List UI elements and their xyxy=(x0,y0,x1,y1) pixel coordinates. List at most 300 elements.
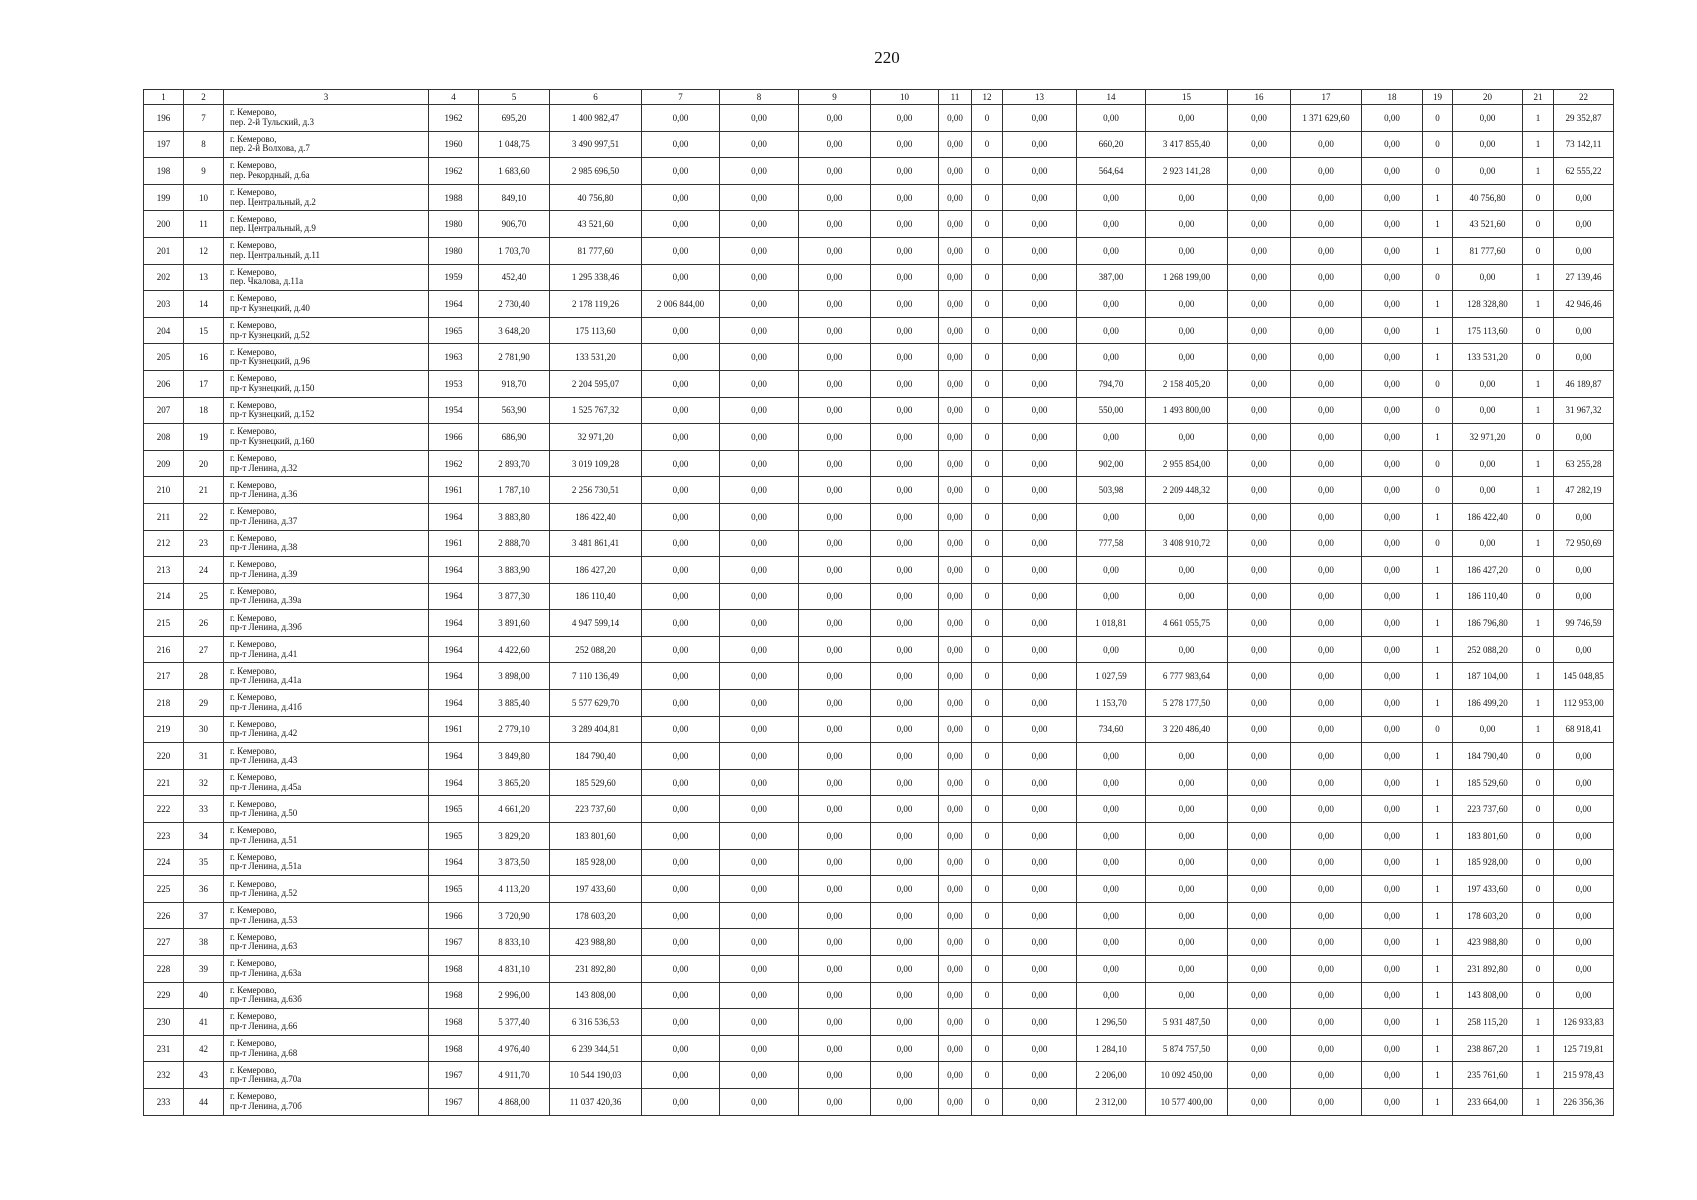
table-cell: 0,00 xyxy=(1291,823,1362,850)
table-cell: 220 xyxy=(144,743,184,770)
table-cell: 918,70 xyxy=(479,370,550,397)
table-cell: 184 790,40 xyxy=(550,743,642,770)
table-row xyxy=(144,902,1614,929)
table-cell: 0,00 xyxy=(1228,902,1291,929)
table-cell: 38 xyxy=(184,929,224,956)
table-row xyxy=(144,849,1614,876)
table-cell: 0,00 xyxy=(871,477,939,504)
table-cell: 1961 xyxy=(429,530,479,557)
table-cell: 686,90 xyxy=(479,424,550,451)
table-cell: 0,00 xyxy=(1077,211,1146,238)
table-cell: 15 xyxy=(184,317,224,344)
table-cell: 0,00 xyxy=(871,424,939,451)
table-cell: 47 282,19 xyxy=(1554,477,1614,504)
table-cell: 4 422,60 xyxy=(479,636,550,663)
table-cell: 1 xyxy=(1423,1088,1453,1115)
table-cell: 0,00 xyxy=(939,317,972,344)
table-cell: 0,00 xyxy=(799,796,871,823)
table-cell: 0,00 xyxy=(720,424,799,451)
table-cell: 423 988,80 xyxy=(1453,929,1523,956)
column-header-9: 9 xyxy=(799,90,871,105)
table-cell: 112 953,00 xyxy=(1554,690,1614,717)
table-cell: 0,00 xyxy=(1362,876,1423,903)
table-cell: 0,00 xyxy=(1228,849,1291,876)
table-cell: 43 521,60 xyxy=(1453,211,1523,238)
column-header-12: 12 xyxy=(972,90,1003,105)
table-cell: 5 377,40 xyxy=(479,1009,550,1036)
table-cell: 0,00 xyxy=(799,929,871,956)
table-cell: 34 xyxy=(184,823,224,850)
table-cell: 0,00 xyxy=(1146,583,1228,610)
table-cell: 1964 xyxy=(429,743,479,770)
address-cell: г. Кемерово, пер. Центральный, д.11 xyxy=(224,237,429,264)
table-cell: 0,00 xyxy=(1146,105,1228,132)
table-cell: 0,00 xyxy=(1146,291,1228,318)
table-cell: 0,00 xyxy=(1228,796,1291,823)
table-cell: 1 xyxy=(1423,876,1453,903)
table-cell: 125 719,81 xyxy=(1554,1035,1614,1062)
table-cell: 0,00 xyxy=(1228,264,1291,291)
table-cell: 0 xyxy=(972,876,1003,903)
column-header-3: 3 xyxy=(224,90,429,105)
table-cell: 0 xyxy=(1523,956,1554,983)
table-cell: 0,00 xyxy=(1077,876,1146,903)
table-cell: 1965 xyxy=(429,876,479,903)
table-cell: 0,00 xyxy=(1003,317,1077,344)
table-cell: 0,00 xyxy=(720,929,799,956)
table-cell: 0,00 xyxy=(1453,158,1523,185)
table-cell: 0,00 xyxy=(1554,237,1614,264)
table-row xyxy=(144,158,1614,185)
table-cell: 35 xyxy=(184,849,224,876)
table-cell: 252 088,20 xyxy=(1453,636,1523,663)
table-cell: 4 113,20 xyxy=(479,876,550,903)
table-cell: 0,00 xyxy=(939,716,972,743)
column-header-1: 1 xyxy=(144,90,184,105)
table-cell: 0,00 xyxy=(939,636,972,663)
table-cell: 0,00 xyxy=(720,530,799,557)
table-cell: 0,00 xyxy=(1077,291,1146,318)
table-cell: 0,00 xyxy=(1291,663,1362,690)
column-header-7: 7 xyxy=(642,90,720,105)
table-cell: 0 xyxy=(1523,344,1554,371)
table-cell: 0,00 xyxy=(1291,716,1362,743)
address-cell: г. Кемерово, пр-т Ленина, д.63 xyxy=(224,929,429,956)
table-cell: 0,00 xyxy=(1077,344,1146,371)
table-cell: 1 xyxy=(1423,796,1453,823)
table-cell: 0,00 xyxy=(1362,663,1423,690)
table-cell: 0,00 xyxy=(1228,184,1291,211)
table-cell: 0,00 xyxy=(642,158,720,185)
address-cell: г. Кемерово, пр-т Ленина, д.37 xyxy=(224,503,429,530)
table-cell: 1 xyxy=(1523,690,1554,717)
table-cell: 0,00 xyxy=(871,131,939,158)
table-cell: 0 xyxy=(1423,477,1453,504)
table-cell: 0,00 xyxy=(1003,530,1077,557)
table-cell: 0,00 xyxy=(1003,823,1077,850)
table-cell: 0,00 xyxy=(1003,929,1077,956)
table-cell: 216 xyxy=(144,636,184,663)
table-cell: 0,00 xyxy=(642,237,720,264)
table-row xyxy=(144,876,1614,903)
table-cell: 0,00 xyxy=(871,956,939,983)
table-row xyxy=(144,1009,1614,1036)
table-cell: 185 529,60 xyxy=(1453,769,1523,796)
table-cell: 1962 xyxy=(429,450,479,477)
table-cell: 10 092 450,00 xyxy=(1146,1062,1228,1089)
table-cell: 0,00 xyxy=(1077,503,1146,530)
table-cell: 0,00 xyxy=(1146,743,1228,770)
table-cell: 0,00 xyxy=(1228,663,1291,690)
table-cell: 3 898,00 xyxy=(479,663,550,690)
table-cell: 0,00 xyxy=(1291,636,1362,663)
table-cell: 133 531,20 xyxy=(550,344,642,371)
table-cell: 3 289 404,81 xyxy=(550,716,642,743)
table-cell: 0,00 xyxy=(1362,184,1423,211)
table-cell: 4 911,70 xyxy=(479,1062,550,1089)
table-cell: 0,00 xyxy=(799,583,871,610)
table-cell: 0,00 xyxy=(1362,237,1423,264)
table-cell: 0,00 xyxy=(1146,929,1228,956)
table-cell: 32 xyxy=(184,769,224,796)
table-cell: 223 xyxy=(144,823,184,850)
table-cell: 1964 xyxy=(429,610,479,637)
table-row xyxy=(144,450,1614,477)
table-cell: 3 885,40 xyxy=(479,690,550,717)
table-cell: 7 110 136,49 xyxy=(550,663,642,690)
table-cell: 0,00 xyxy=(1291,344,1362,371)
table-cell: 3 891,60 xyxy=(479,610,550,637)
table-cell: 0,00 xyxy=(939,796,972,823)
table-row xyxy=(144,317,1614,344)
table-cell: 0 xyxy=(972,370,1003,397)
table-cell: 1964 xyxy=(429,690,479,717)
table-cell: 0,00 xyxy=(939,743,972,770)
table-cell: 0,00 xyxy=(799,477,871,504)
table-cell: 128 328,80 xyxy=(1453,291,1523,318)
table-cell: 1980 xyxy=(429,211,479,238)
table-cell: 16 xyxy=(184,344,224,371)
table-cell: 0,00 xyxy=(1146,956,1228,983)
table-cell: 0 xyxy=(972,849,1003,876)
table-cell: 0,00 xyxy=(799,716,871,743)
table-cell: 0,00 xyxy=(642,450,720,477)
table-cell: 0,00 xyxy=(1453,105,1523,132)
table-cell: 226 356,36 xyxy=(1554,1088,1614,1115)
table-row xyxy=(144,237,1614,264)
table-cell: 186 427,20 xyxy=(1453,557,1523,584)
table-cell: 198 xyxy=(144,158,184,185)
table-cell: 0,00 xyxy=(871,929,939,956)
table-cell: 3 648,20 xyxy=(479,317,550,344)
table-cell: 0,00 xyxy=(1453,716,1523,743)
table-cell: 0,00 xyxy=(1291,424,1362,451)
table-cell: 0,00 xyxy=(939,956,972,983)
table-cell: 14 xyxy=(184,291,224,318)
table-cell: 17 xyxy=(184,370,224,397)
table-cell: 0,00 xyxy=(1291,982,1362,1009)
table-cell: 0,00 xyxy=(1362,317,1423,344)
table-cell: 2 178 119,26 xyxy=(550,291,642,318)
table-cell: 4 868,00 xyxy=(479,1088,550,1115)
table-cell: 1 018,81 xyxy=(1077,610,1146,637)
table-cell: 0,00 xyxy=(1554,956,1614,983)
table-cell: 1 400 982,47 xyxy=(550,105,642,132)
table-cell: 777,58 xyxy=(1077,530,1146,557)
table-cell: 0 xyxy=(972,690,1003,717)
table-cell: 1 xyxy=(1423,636,1453,663)
table-cell: 0,00 xyxy=(1228,530,1291,557)
table-cell: 0,00 xyxy=(720,982,799,1009)
table-cell: 1962 xyxy=(429,158,479,185)
table-cell: 423 988,80 xyxy=(550,929,642,956)
table-cell: 215 xyxy=(144,610,184,637)
table-cell: 0,00 xyxy=(642,131,720,158)
table-cell: 27 139,46 xyxy=(1554,264,1614,291)
table-cell: 0 xyxy=(972,929,1003,956)
table-cell: 213 xyxy=(144,557,184,584)
address-cell: г. Кемерово, пр-т Ленина, д.43 xyxy=(224,743,429,770)
address-cell: г. Кемерово, пр-т Ленина, д.51а xyxy=(224,849,429,876)
table-cell: 0,00 xyxy=(1228,477,1291,504)
table-cell: 0,00 xyxy=(1291,956,1362,983)
table-cell: 26 xyxy=(184,610,224,637)
table-cell: 734,60 xyxy=(1077,716,1146,743)
table-cell: 0 xyxy=(1423,105,1453,132)
table-cell: 0,00 xyxy=(720,876,799,903)
table-cell: 0,00 xyxy=(1362,583,1423,610)
table-cell: 0,00 xyxy=(1362,716,1423,743)
table-cell: 1 xyxy=(1423,929,1453,956)
table-cell: 1 xyxy=(1523,450,1554,477)
table-cell: 1 493 800,00 xyxy=(1146,397,1228,424)
table-cell: 19 xyxy=(184,424,224,451)
table-cell: 1964 xyxy=(429,849,479,876)
table-cell: 563,90 xyxy=(479,397,550,424)
table-cell: 0,00 xyxy=(720,690,799,717)
table-cell: 0,00 xyxy=(1228,769,1291,796)
table-cell: 0,00 xyxy=(720,716,799,743)
table-cell: 0,00 xyxy=(1554,982,1614,1009)
table-cell: 0,00 xyxy=(1554,211,1614,238)
table-cell: 0,00 xyxy=(720,131,799,158)
table-cell: 0,00 xyxy=(1228,1035,1291,1062)
table-cell: 0,00 xyxy=(939,663,972,690)
table-cell: 43 xyxy=(184,1062,224,1089)
table-cell: 0,00 xyxy=(939,424,972,451)
table-cell: 1 xyxy=(1523,663,1554,690)
table-cell: 0,00 xyxy=(1003,982,1077,1009)
table-cell: 0,00 xyxy=(1003,610,1077,637)
table-cell: 0,00 xyxy=(799,823,871,850)
table-cell: 0,00 xyxy=(720,1062,799,1089)
table-cell: 0,00 xyxy=(871,105,939,132)
table-cell: 0,00 xyxy=(871,663,939,690)
table-cell: 222 xyxy=(144,796,184,823)
table-cell: 0,00 xyxy=(871,264,939,291)
table-cell: 9 xyxy=(184,158,224,185)
table-cell: 0,00 xyxy=(939,1088,972,1115)
table-cell: 6 316 536,53 xyxy=(550,1009,642,1036)
table-cell: 225 xyxy=(144,876,184,903)
table-cell: 1 xyxy=(1523,1035,1554,1062)
table-cell: 0,00 xyxy=(1362,636,1423,663)
table-cell: 660,20 xyxy=(1077,131,1146,158)
table-cell: 0,00 xyxy=(871,716,939,743)
table-cell: 695,20 xyxy=(479,105,550,132)
table-cell: 0,00 xyxy=(642,663,720,690)
table-cell: 1963 xyxy=(429,344,479,371)
table-cell: 0,00 xyxy=(799,424,871,451)
table-cell: 0,00 xyxy=(1362,450,1423,477)
table-cell: 2 779,10 xyxy=(479,716,550,743)
column-header-13: 13 xyxy=(1003,90,1077,105)
table-cell: 0 xyxy=(1523,184,1554,211)
table-cell: 3 877,30 xyxy=(479,583,550,610)
table-cell: 0,00 xyxy=(871,344,939,371)
table-row xyxy=(144,397,1614,424)
table-cell: 0 xyxy=(972,1088,1003,1115)
address-cell: г. Кемерово, пр-т Ленина, д.39б xyxy=(224,610,429,637)
table-cell: 0,00 xyxy=(939,823,972,850)
table-cell: 3 865,20 xyxy=(479,769,550,796)
table-cell: 0,00 xyxy=(720,1009,799,1036)
table-cell: 1967 xyxy=(429,1062,479,1089)
table-row xyxy=(144,610,1614,637)
table-cell: 0,00 xyxy=(1077,583,1146,610)
table-cell: 0,00 xyxy=(1228,105,1291,132)
table-cell: 0,00 xyxy=(1077,317,1146,344)
table-cell: 0,00 xyxy=(1146,184,1228,211)
table-cell: 12 xyxy=(184,237,224,264)
table-cell: 2 006 844,00 xyxy=(642,291,720,318)
table-cell: 2 923 141,28 xyxy=(1146,158,1228,185)
address-cell: г. Кемерово, пр-т Ленина, д.50 xyxy=(224,796,429,823)
address-cell: г. Кемерово, пер. Рекордный, д.6а xyxy=(224,158,429,185)
table-cell: 0,00 xyxy=(1003,105,1077,132)
table-cell: 0,00 xyxy=(642,743,720,770)
table-cell: 0,00 xyxy=(1077,557,1146,584)
table-cell: 1967 xyxy=(429,1088,479,1115)
table-cell: 0 xyxy=(972,184,1003,211)
table-cell: 0,00 xyxy=(1362,131,1423,158)
table-cell: 0,00 xyxy=(871,982,939,1009)
table-cell: 0,00 xyxy=(1146,344,1228,371)
table-cell: 0,00 xyxy=(642,530,720,557)
table-cell: 0,00 xyxy=(1003,158,1077,185)
table-row xyxy=(144,690,1614,717)
table-cell: 0,00 xyxy=(1077,636,1146,663)
table-cell: 0 xyxy=(1423,370,1453,397)
table-cell: 1988 xyxy=(429,184,479,211)
table-cell: 126 933,83 xyxy=(1554,1009,1614,1036)
table-cell: 40 756,80 xyxy=(1453,184,1523,211)
table-cell: 33 xyxy=(184,796,224,823)
address-cell: г. Кемерово, пр-т Кузнецкий, д.52 xyxy=(224,317,429,344)
table-cell: 0,00 xyxy=(1228,158,1291,185)
table-cell: 1 xyxy=(1423,743,1453,770)
table-cell: 1 xyxy=(1423,610,1453,637)
table-cell: 3 720,90 xyxy=(479,902,550,929)
table-cell: 0,00 xyxy=(1554,796,1614,823)
table-cell: 0,00 xyxy=(1228,503,1291,530)
table-cell: 3 490 997,51 xyxy=(550,131,642,158)
table-cell: 0 xyxy=(972,317,1003,344)
table-cell: 0,00 xyxy=(720,849,799,876)
table-cell: 1 268 199,00 xyxy=(1146,264,1228,291)
table-cell: 0,00 xyxy=(1291,1009,1362,1036)
table-cell: 0,00 xyxy=(799,397,871,424)
table-cell: 0,00 xyxy=(642,1088,720,1115)
table-cell: 1968 xyxy=(429,1009,479,1036)
table-cell: 1 296,50 xyxy=(1077,1009,1146,1036)
table-cell: 3 829,20 xyxy=(479,823,550,850)
table-cell: 0,00 xyxy=(720,663,799,690)
table-cell: 0,00 xyxy=(1003,131,1077,158)
table-cell: 0,00 xyxy=(642,636,720,663)
table-cell: 206 xyxy=(144,370,184,397)
table-cell: 0,00 xyxy=(939,610,972,637)
table-cell: 0 xyxy=(1523,503,1554,530)
table-cell: 0,00 xyxy=(799,690,871,717)
table-cell: 0,00 xyxy=(1228,716,1291,743)
table-cell: 0 xyxy=(972,131,1003,158)
table-cell: 233 664,00 xyxy=(1453,1088,1523,1115)
table-cell: 3 873,50 xyxy=(479,849,550,876)
table-cell: 0,00 xyxy=(939,1062,972,1089)
table-cell: 0,00 xyxy=(1228,557,1291,584)
table-cell: 0,00 xyxy=(1077,956,1146,983)
address-cell: г. Кемерово, пр-т Ленина, д.41а xyxy=(224,663,429,690)
table-cell: 1 xyxy=(1523,1062,1554,1089)
table-cell: 185 928,00 xyxy=(550,849,642,876)
table-cell: 197 xyxy=(144,131,184,158)
table-cell: 0,00 xyxy=(1453,477,1523,504)
table-cell: 0,00 xyxy=(1003,743,1077,770)
table-cell: 0,00 xyxy=(939,1035,972,1062)
table-cell: 0,00 xyxy=(871,610,939,637)
table-cell: 1 xyxy=(1423,503,1453,530)
table-cell: 1968 xyxy=(429,982,479,1009)
table-cell: 1 xyxy=(1423,557,1453,584)
table-cell: 2 209 448,32 xyxy=(1146,477,1228,504)
address-cell: г. Кемерово, пер. Чкалова, д.11а xyxy=(224,264,429,291)
address-cell: г. Кемерово, пр-т Кузнецкий, д.96 xyxy=(224,344,429,371)
table-cell: 0,00 xyxy=(799,237,871,264)
table-cell: 145 048,85 xyxy=(1554,663,1614,690)
table-cell: 46 189,87 xyxy=(1554,370,1614,397)
table-cell: 0,00 xyxy=(1146,317,1228,344)
table-cell: 0 xyxy=(972,610,1003,637)
table-cell: 0,00 xyxy=(1146,796,1228,823)
table-cell: 7 xyxy=(184,105,224,132)
table-cell: 214 xyxy=(144,583,184,610)
table-cell: 11 xyxy=(184,211,224,238)
table-cell: 0,00 xyxy=(871,158,939,185)
table-cell: 4 661 055,75 xyxy=(1146,610,1228,637)
table-cell: 0,00 xyxy=(1291,557,1362,584)
table-cell: 184 790,40 xyxy=(1453,743,1523,770)
table-cell: 0 xyxy=(972,237,1003,264)
table-cell: 0,00 xyxy=(871,1009,939,1036)
table-cell: 0 xyxy=(972,636,1003,663)
address-cell: г. Кемерово, пр-т Кузнецкий, д.40 xyxy=(224,291,429,318)
table-cell: 231 xyxy=(144,1035,184,1062)
table-cell: 0,00 xyxy=(939,557,972,584)
table-cell: 143 808,00 xyxy=(550,982,642,1009)
table-cell: 41 xyxy=(184,1009,224,1036)
table-cell: 0,00 xyxy=(1554,557,1614,584)
